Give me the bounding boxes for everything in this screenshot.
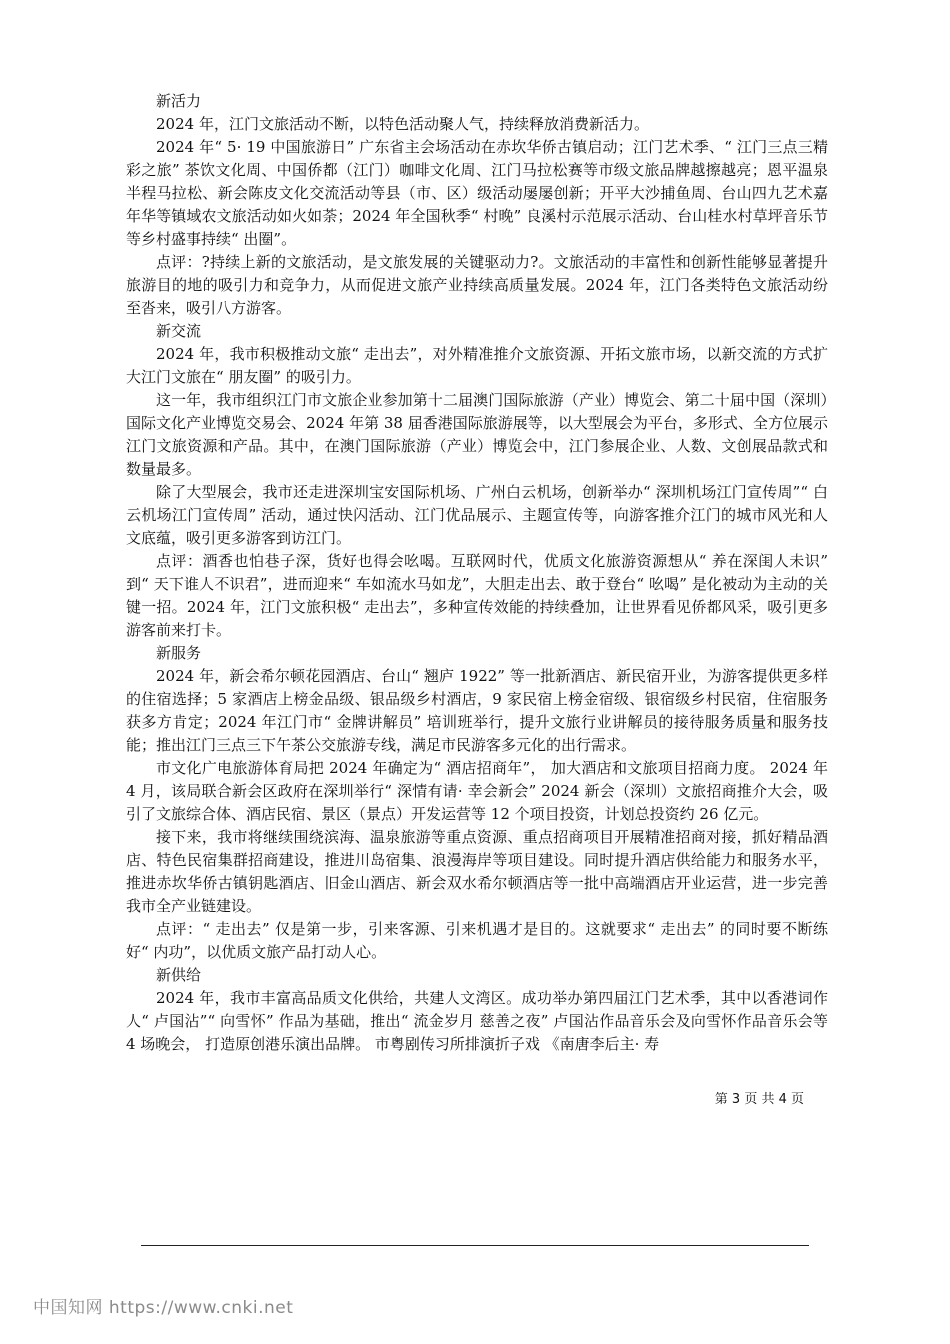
section-heading: 新交流 xyxy=(156,322,202,340)
section-heading: 新供给 xyxy=(156,966,202,984)
cnki-watermark[interactable]: 中国知网 https://www.cnki.net xyxy=(33,1298,294,1318)
paragraph: 除了大型展会，我市还走进深圳宝安国际机场、广州白云机场，创新举办“ 深圳机场江门宣传周”“ 白云机场江门宣传周” 活动，通过快闪活动、江门优品展示、主题宣传等，向游客推介江门的城市风光和人文底蕴，吸引更多游客到访江门。 xyxy=(126,483,828,547)
section-heading: 新服务 xyxy=(156,644,202,662)
paragraph: 2024 年“ 5· 19 中国旅游日” 广东省主会场活动在赤坎华侨古镇启动；江门艺术季、“ 江门三点三精彩之旅” 茶饮文化周、中国侨都（江门）咖啡文化周、江门马拉松赛等市级文旅品牌越擦越亮；恩平温泉半程马拉松、新会陈皮文化交流活动等县（市、区）级活动屡屡创新；开平大沙捕鱼周、台山四九艺术嘉年华等镇域农文旅活动如火如荼；2024 年全国秋季“ 村晚” 良溪村示范展示活动、台山桂水村草坪音乐节等乡村盛事持续“ 出圈”。 xyxy=(126,138,828,248)
paragraph: 接下来，我市将继续围绕滨海、温泉旅游等重点资源、重点招商项目开展精准招商对接，抓好精品酒店、特色民宿集群招商建设，推进川岛宿集、浪漫海岸等项目建设。同时提升酒店供给能力和服务水平，推进赤坎华侨古镇钥匙酒店、旧金山酒店、新会双水希尔顿酒店等一批中高端酒店开业运营，进一步完善我市全产业链建设。 xyxy=(126,828,828,915)
paragraph: 2024 年，江门文旅活动不断，以特色活动聚人气，持续释放消费新活力。 xyxy=(156,115,649,133)
paragraph: 点评：?持续上新的文旅活动，是文旅发展的关键驱动力?。文旅活动的丰富性和创新性能够显著提升旅游目的地的吸引力和竞争力，从而促进文旅产业持续高质量发展。2024 年，江门各类特色文旅活动纷至沓来，吸引八方游客。 xyxy=(126,253,828,317)
article-body xyxy=(126,90,828,1056)
paragraph: 点评：“ 走出去” 仅是第一步，引来客源、引来机遇才是目的。这就要求“ 走出去” 的同时要不断练好“ 内功”，以优质文旅产品打动人心。 xyxy=(126,920,828,961)
paragraph: 2024 年，新会希尔顿花园酒店、台山“ 翘庐 1922” 等一批新酒店、新民宿开业，为游客提供更多样的住宿选择；5 家酒店上榜金品级、银品级乡村酒店，9 家民宿上榜金宿级、银宿级乡村民宿，住宿服务获多方肯定；2024 年江门市“ 金牌讲解员” 培训班举行，提升文旅行业讲解员的接待服务质量和服务技能；推出江门三点三下午茶公交旅游专线，满足市民游客多元化的出行需求。 xyxy=(126,667,828,754)
footer-divider xyxy=(141,1245,809,1246)
paragraph: 2024 年，我市积极推动文旅“ 走出去”，对外精准推介文旅资源、开拓文旅市场，以新交流的方式扩大江门文旅在“ 朋友圈” 的吸引力。 xyxy=(126,345,828,386)
paragraph: 市文化广电旅游体育局把 2024 年确定为“ 酒店招商年”， 加大酒店和文旅项目招商力度。 2024 年 4 月，该局联合新会区政府在深圳举行“ 深情有请· 幸会新会” 2024 新会（深圳）文旅招商推介大会，吸引了文旅综合体、酒店民宿、景区（景点）开发运营等 12 个项目投资，计划总投资约 26 亿元。 xyxy=(126,759,828,823)
paragraph: 这一年，我市组织江门市文旅企业参加第十二届澳门国际旅游（产业）博览会、第二十届中国（深圳）国际文化产业博览交易会、2024 年第 38 届香港国际旅游展等，以大型展会为平台，多形式、全方位展示江门文旅资源和产品。其中，在澳门国际旅游（产业）博览会中，江门参展企业、人数、文创展品款式和数量最多。 xyxy=(126,391,828,478)
paragraph: 点评：酒香也怕巷子深，货好也得会吆喝。互联网时代，优质文化旅游资源想从“ 养在深闺人未识” 到“ 天下谁人不识君”，进而迎来“ 车如流水马如龙”，大胆走出去、敢于登台“ 吆喝” 是化被动为主动的关键一招。2024 年，江门文旅积极“ 走出去”，多种宣传效能的持续叠加，让世界看见侨都风采，吸引更多游客前来打卡。 xyxy=(126,552,828,639)
page-number: 第 3 页 共 4 页 xyxy=(714,1092,804,1107)
section-heading: 新活力 xyxy=(156,92,202,110)
paragraph: 2024 年，我市丰富高品质文化供给，共建人文湾区。成功举办第四届江门艺术季，其中以香港词作人“ 卢国沾”“ 向雪怀” 作品为基础，推出“ 流金岁月 慈善之夜” 卢国沾作品音乐会及向雪怀作品音乐会等 4 场晚会， 打造原创港乐演出品牌。 市粤剧传习所排演折子戏 《南唐李后主· 寿 xyxy=(126,989,828,1053)
